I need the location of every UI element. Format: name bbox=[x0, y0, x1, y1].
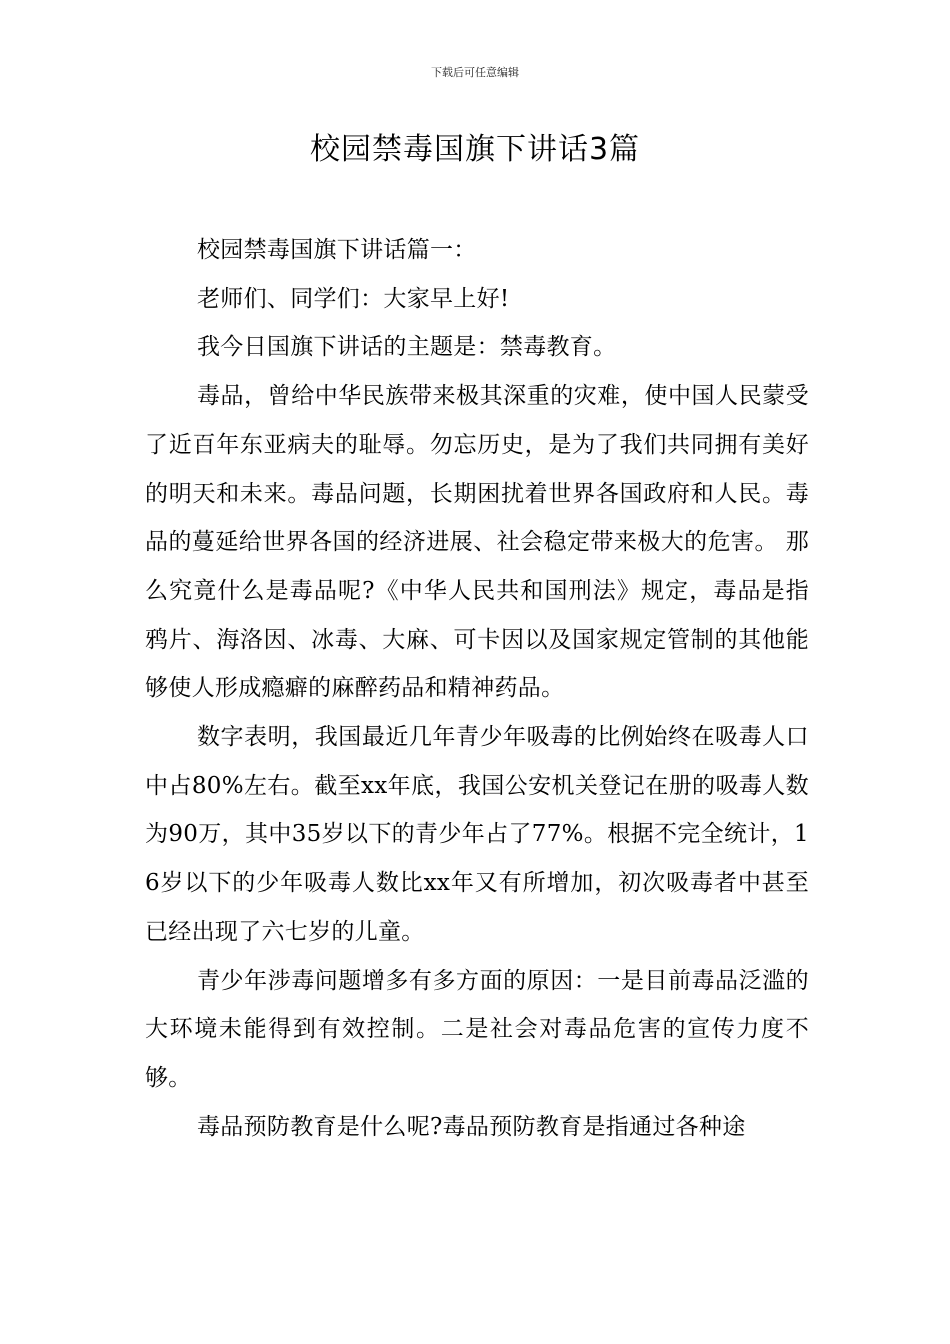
paragraph: 数字表明，我国最近几年青少年吸毒的比例始终在吸毒人口中占80%左右。截至xx年底，我国公安机关登记在册的吸毒人数为90万，其中35岁以下的青少年占了77%。根据不完全统计，16岁以下的少年吸毒人数比xx年又有所增加，初次吸毒者中甚至已经出现了六七岁的儿童。 bbox=[145, 724, 809, 945]
paragraph: 青少年涉毒问题增多有多方面的原因：一是目前毒品泛滥的大环境未能得到有效控制。二是社会对毒品危害的宣传力度不够。 bbox=[145, 967, 809, 1091]
paragraph: 我今日国旗下讲话的主题是：禁毒教育。 bbox=[197, 334, 617, 361]
paragraph: 毒品，曾给中华民族带来极其深重的灾难，使中国人民蒙受了近百年东亚病夫的耻辱。勿忘历史，是为了我们共同拥有美好的明天和未来。毒品问题，长期困扰着世界各国政府和人民。毒品的蔓延给世界各国的经济进展、社会稳定带来极大的危害。 那么究竟什么是毒品呢?《中华人民共和国刑法》规定，毒品是指鸦片、海洛因、冰毒、大麻、可卡因以及国家规定管制的其他能够使人形成瘾癖的麻醉药品和精神药品。 bbox=[145, 383, 809, 702]
header-note: 下载后可任意编辑 bbox=[431, 66, 519, 79]
paragraph: 老师们、同学们：大家早上好! bbox=[197, 285, 510, 312]
paragraph: 校园禁毒国旗下讲话篇一： bbox=[197, 237, 477, 263]
paragraph: 毒品预防教育是什么呢?毒品预防教育是指通过各种途 bbox=[197, 1113, 746, 1140]
document-body bbox=[145, 226, 809, 1151]
document-title: 校园禁毒国旗下讲话3篇 bbox=[309, 132, 641, 167]
